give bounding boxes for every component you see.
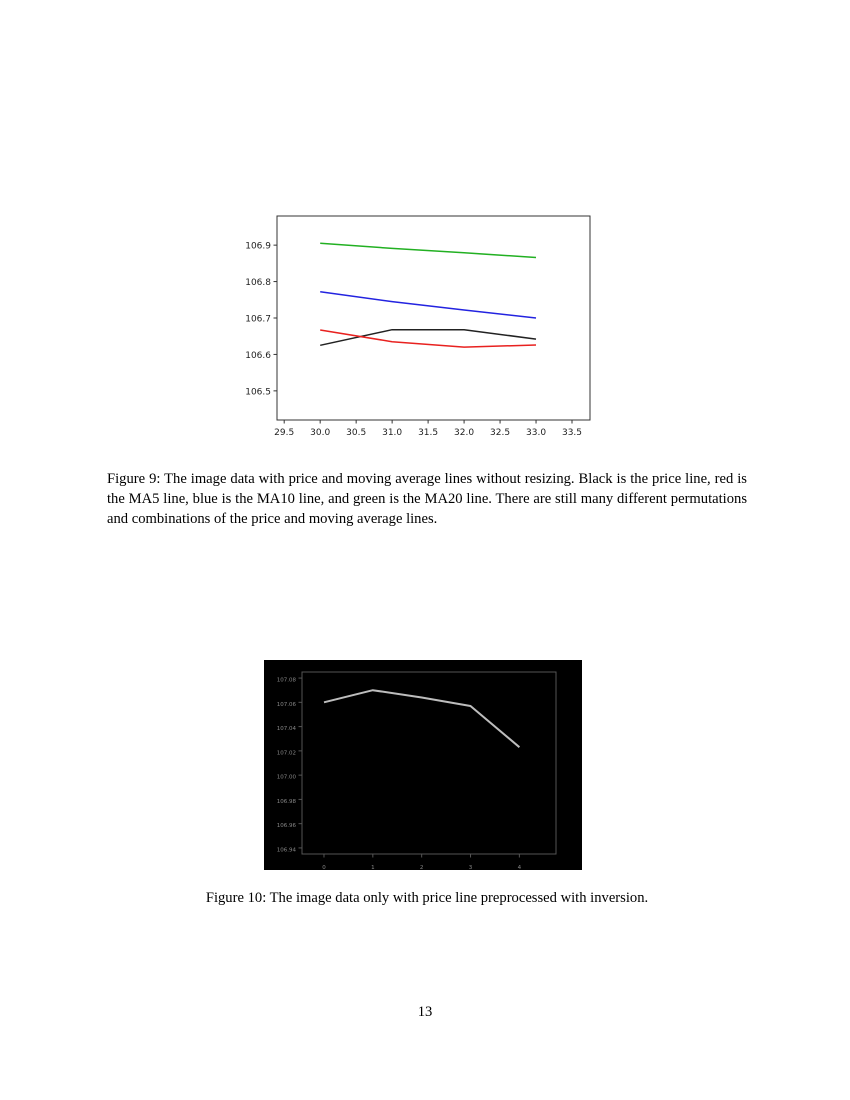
y-tick-label: 106.5 [245, 387, 271, 398]
y-tick-label: 106.8 [245, 278, 271, 289]
series-line-price [320, 330, 536, 346]
plot-frame [277, 216, 590, 420]
x-tick-label: 30.0 [310, 428, 331, 438]
x-tick-label: 2 [419, 865, 424, 870]
x-tick-label: 32.5 [490, 428, 511, 438]
figure-10-caption: Figure 10: The image data only with price line preprocessed with inversion. [205, 890, 649, 906]
y-tick-label: 107.08 [276, 677, 296, 684]
y-tick-label: 106.9 [245, 241, 271, 252]
x-tick-label: 33.0 [526, 428, 547, 438]
x-tick-label: 32.0 [454, 428, 475, 438]
x-tick-label: 31.5 [418, 428, 439, 438]
y-tick-label: 106.7 [245, 314, 271, 325]
y-tick-label: 107.06 [276, 701, 296, 708]
y-tick-label: 107.02 [276, 750, 296, 757]
figure-10-chart [264, 660, 582, 870]
y-tick-label: 107.04 [276, 726, 296, 733]
y-tick-label: 107.00 [276, 774, 296, 781]
series-line-ma10 [320, 292, 536, 318]
y-tick-label: 106.96 [276, 823, 296, 830]
figure-9-caption: Figure 9: The image data with price and moving average lines without resizing. Black is the price line, red is the MA5 line, blue is the MA10 line, and green is the MA20 line. There are still many different permutations and combinations of the price and moving average lines. [107, 471, 747, 527]
x-tick-label: 29.5 [274, 428, 295, 438]
x-tick-label: 1 [371, 865, 375, 870]
x-tick-label: 31.0 [382, 428, 403, 438]
x-tick-label: 0 [322, 865, 326, 870]
x-tick-label: 4 [517, 865, 522, 870]
series-line-price [324, 690, 519, 747]
x-tick-label: 33.5 [561, 428, 583, 438]
y-tick-label: 106.98 [276, 798, 296, 805]
figure-9-chart [232, 212, 594, 444]
x-tick-label: 30.5 [346, 428, 367, 438]
series-line-ma20 [320, 243, 536, 257]
y-tick-label: 106.6 [245, 350, 271, 361]
x-tick-label: 3 [468, 865, 473, 870]
y-tick-label: 106.94 [276, 847, 296, 854]
page-number: 13 [417, 1004, 433, 1020]
